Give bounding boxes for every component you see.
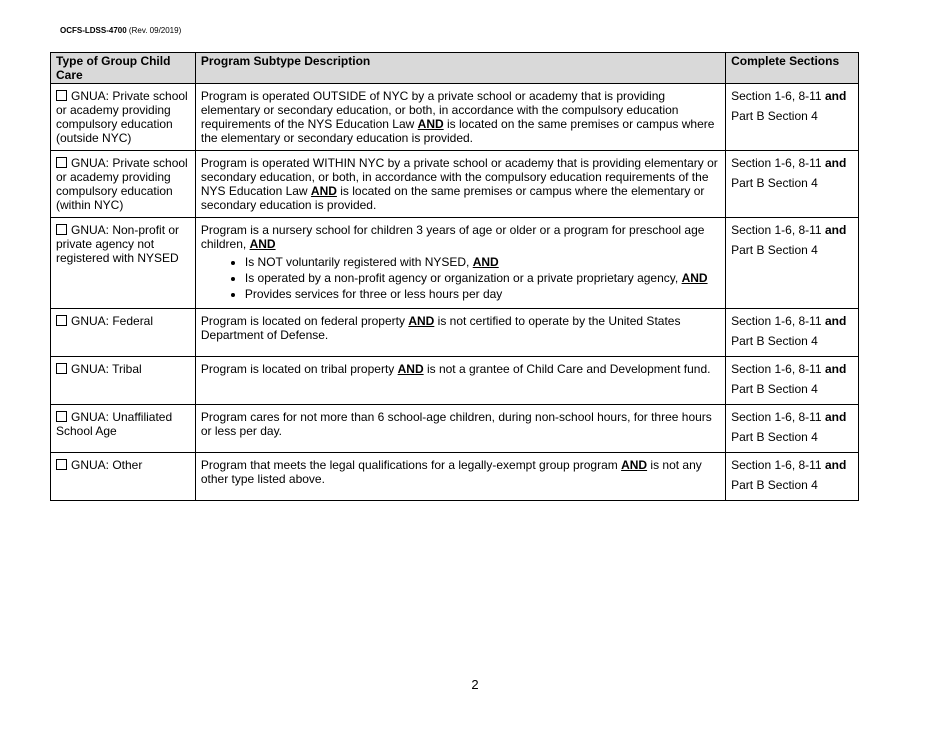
checkbox[interactable] xyxy=(56,315,67,326)
type-cell xyxy=(51,453,196,501)
list-item xyxy=(245,271,720,285)
and-keyword: AND xyxy=(681,271,708,285)
header-sections: Complete Sections xyxy=(726,53,859,84)
sections-part-b: Part B Section 4 xyxy=(731,382,818,396)
table-row xyxy=(51,309,859,357)
sections-cell xyxy=(726,218,859,309)
table-header-row xyxy=(51,53,859,84)
checkbox[interactable] xyxy=(56,459,67,470)
description-cell xyxy=(195,218,725,309)
checkbox[interactable] xyxy=(56,157,67,168)
criteria-list xyxy=(201,255,720,301)
description-text: is located on the same premises or campus where the elementary or secondary education is provided. xyxy=(200,184,705,212)
type-cell xyxy=(51,357,196,405)
header-description: Program Subtype Description xyxy=(195,53,725,84)
and-keyword: AND xyxy=(397,362,424,376)
table-row xyxy=(51,405,859,453)
description-cell xyxy=(195,453,725,501)
header-type: Type of Group Child Care xyxy=(51,53,196,84)
bullet-text: Is NOT voluntarily registered with NYSED, xyxy=(244,255,473,269)
sections-cell xyxy=(726,405,859,453)
sections-text: Section 1-6, 8-11 xyxy=(731,89,825,103)
and-keyword: AND xyxy=(310,184,337,198)
and-keyword: AND xyxy=(472,255,499,269)
sections-text: Section 1-6, 8-11 xyxy=(731,223,825,237)
list-item xyxy=(245,255,720,269)
type-label: GNUA: Other xyxy=(71,458,143,472)
sections-cell xyxy=(726,84,859,151)
sections-text: Section 1-6, 8-11 xyxy=(731,458,825,472)
bullet-text: Provides services for three or less hours per day xyxy=(244,287,503,301)
type-cell xyxy=(51,151,196,218)
table-row xyxy=(51,453,859,501)
checkbox[interactable] xyxy=(56,363,67,374)
description-text: Program is located on tribal property xyxy=(200,362,398,376)
description-cell xyxy=(195,405,725,453)
sections-and: and xyxy=(824,362,847,376)
sections-part-b: Part B Section 4 xyxy=(731,109,818,123)
checkbox[interactable] xyxy=(56,90,67,101)
sections-cell xyxy=(726,151,859,218)
sections-text: Section 1-6, 8-11 xyxy=(731,156,825,170)
sections-and: and xyxy=(824,458,847,472)
checkbox[interactable] xyxy=(56,411,67,422)
sections-and: and xyxy=(824,89,847,103)
sections-cell xyxy=(726,453,859,501)
description-text: Program is a nursery school for children 3 years of age or older or a program for preschool age children, xyxy=(200,223,705,251)
and-keyword: AND xyxy=(249,237,276,251)
type-cell xyxy=(51,405,196,453)
type-cell xyxy=(51,309,196,357)
form-number: OCFS-LDSS-4700 xyxy=(60,26,127,35)
sections-text: Section 1-6, 8-11 xyxy=(731,314,825,328)
sections-part-b: Part B Section 4 xyxy=(731,334,818,348)
type-label: GNUA: Unaffiliated School Age xyxy=(56,410,173,438)
type-label: GNUA: Private school or academy providing compulsory education (within NYC) xyxy=(56,156,188,212)
sections-and: and xyxy=(824,410,847,424)
group-child-care-table xyxy=(50,52,859,501)
and-keyword: AND xyxy=(417,117,444,131)
type-label: GNUA: Non-profit or private agency not registered with NYSED xyxy=(56,223,180,265)
table-row xyxy=(51,357,859,405)
sections-part-b: Part B Section 4 xyxy=(731,478,818,492)
description-text: Program that meets the legal qualifications for a legally-exempt group program xyxy=(200,458,622,472)
table-row xyxy=(51,218,859,309)
description-cell xyxy=(195,84,725,151)
description-text: Program cares for not more than 6 school-age children, during non-school hours, for three hours or less per day. xyxy=(200,410,712,438)
sections-and: and xyxy=(824,223,847,237)
sections-part-b: Part B Section 4 xyxy=(731,243,818,257)
sections-and: and xyxy=(824,156,847,170)
type-label: GNUA: Federal xyxy=(71,314,154,328)
description-text: is located on the same premises or campus where the elementary or secondary education is provided. xyxy=(200,117,715,145)
sections-cell xyxy=(726,357,859,405)
description-cell xyxy=(195,357,725,405)
description-text: Program is located on federal property xyxy=(200,314,409,328)
description-cell xyxy=(195,309,725,357)
and-keyword: AND xyxy=(621,458,648,472)
form-revision: (Rev. 09/2019) xyxy=(128,26,182,35)
checkbox[interactable] xyxy=(56,224,67,235)
sections-text: Section 1-6, 8-11 xyxy=(731,410,825,424)
table-row xyxy=(51,151,859,218)
sections-text: Section 1-6, 8-11 xyxy=(731,362,825,376)
form-header xyxy=(60,26,181,35)
and-keyword: AND xyxy=(408,314,435,328)
sections-cell xyxy=(726,309,859,357)
type-cell xyxy=(51,84,196,151)
description-text: is not any other type listed above. xyxy=(200,458,702,486)
bullet-text: Is operated by a non-profit agency or organization or a private proprietary agency, xyxy=(244,271,682,285)
page-number: 2 xyxy=(471,677,479,692)
sections-part-b: Part B Section 4 xyxy=(731,430,818,444)
description-text: is not a grantee of Child Care and Development fund. xyxy=(423,362,711,376)
type-label: GNUA: Tribal xyxy=(71,362,142,376)
sections-and: and xyxy=(824,314,847,328)
description-text: Program is operated WITHIN NYC by a private school or academy that is providing elementary or secondary education, or both, in accordance with the compulsory education requirements of the NYS Education Law xyxy=(200,156,718,198)
table-row xyxy=(51,84,859,151)
description-text: Program is operated OUTSIDE of NYC by a private school or academy that is providing elementary or secondary education, or both, in accordance with the compulsory education requirements of the NYS Education Law xyxy=(200,89,679,131)
list-item xyxy=(245,287,720,301)
sections-part-b: Part B Section 4 xyxy=(731,176,818,190)
type-label: GNUA: Private school or academy providing compulsory education (outside NYC) xyxy=(56,89,188,145)
type-cell xyxy=(51,218,196,309)
description-cell xyxy=(195,151,725,218)
description-text: is not certified to operate by the United States Department of Defense. xyxy=(200,314,681,342)
